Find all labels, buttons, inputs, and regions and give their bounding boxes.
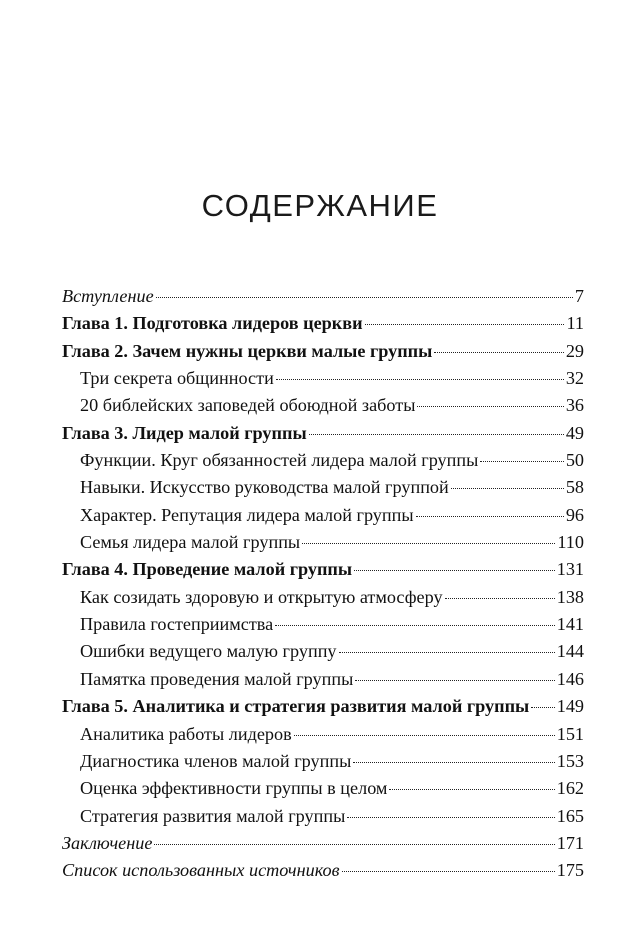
toc-dot-leader: [302, 542, 555, 544]
toc-entry: [62, 283, 584, 310]
toc-entry-label: Памятка проведения малой группы: [80, 668, 354, 689]
toc-entry-page-number: 49: [565, 422, 584, 443]
toc-dot-leader: [531, 706, 554, 708]
toc-entry: [62, 748, 584, 775]
toc-entry-page-number: 162: [556, 778, 584, 799]
toc-entry-label: Глава 3. Лидер малой группы: [62, 422, 307, 443]
toc-dot-leader: [156, 296, 573, 298]
toc-entry-page-number: 7: [574, 286, 584, 306]
toc-entry-page-number: 165: [556, 805, 584, 826]
toc-entry-label: Заключение: [62, 832, 153, 853]
toc-entry-label: Навыки. Искусство руководства малой группой: [80, 477, 449, 498]
toc-entry-label: Глава 2. Зачем нужны церкви малые группы: [62, 340, 433, 361]
toc-entry-label: 20 библейских заповедей обоюдной заботы: [80, 395, 416, 416]
toc-entry-page-number: 175: [556, 860, 584, 881]
toc-entry-label: Список использованных источников: [62, 860, 340, 881]
toc-dot-leader: [451, 487, 564, 489]
toc-dot-leader: [434, 351, 563, 353]
toc-dot-leader: [275, 624, 555, 626]
toc-entry: [62, 830, 584, 857]
toc-entry-page-number: 144: [556, 641, 584, 662]
toc-entry-label: Ошибки ведущего малую группу: [80, 641, 337, 662]
toc-entry-label: Семья лидера малой группы: [80, 532, 301, 553]
toc-entry: [62, 556, 584, 583]
toc-entry-label: Глава 5. Аналитика и стратегия развития малой группы: [62, 696, 530, 717]
toc-entry: [62, 693, 584, 720]
toc-entry-label: Оценка эффективности группы в целом: [80, 778, 388, 799]
toc-entry: [62, 447, 584, 474]
toc-entry-page-number: 131: [556, 559, 584, 580]
toc-dot-leader: [365, 323, 565, 325]
toc-entry-page-number: 32: [565, 368, 584, 389]
table-of-contents: [62, 283, 584, 885]
toc-entry-page-number: 11: [566, 313, 584, 334]
toc-entry: [62, 803, 584, 830]
toc-entry-label: Глава 4. Проведение малой группы: [62, 559, 353, 580]
toc-entry: [62, 392, 584, 419]
toc-dot-leader: [354, 569, 555, 571]
toc-entry-page-number: 96: [565, 504, 584, 525]
toc-entry: [62, 721, 584, 748]
toc-entry-page-number: 171: [556, 832, 584, 853]
toc-dot-leader: [355, 679, 554, 681]
toc-entry-label: Стратегия развития малой группы: [80, 805, 346, 826]
toc-dot-leader: [353, 761, 554, 763]
toc-dot-leader: [154, 843, 554, 845]
toc-entry-page-number: 141: [556, 614, 584, 635]
toc-entry: [62, 666, 584, 693]
toc-entry-label: Функции. Круг обязанностей лидера малой группы: [80, 450, 479, 471]
toc-entry: [62, 365, 584, 392]
toc-entry: [62, 638, 584, 665]
toc-entry-label: Как созидать здоровую и открытую атмосферу: [80, 586, 443, 607]
toc-entry-label: Три секрета общинности: [80, 368, 274, 389]
toc-entry: [62, 420, 584, 447]
toc-entry-label: Аналитика работы лидеров: [80, 723, 292, 744]
toc-entry: [62, 775, 584, 802]
toc-entry: [62, 502, 584, 529]
toc-entry-label: Правила гостеприимства: [80, 614, 274, 635]
toc-entry-page-number: 149: [556, 696, 584, 717]
toc-dot-leader: [445, 597, 555, 599]
toc-entry-page-number: 50: [565, 450, 584, 471]
toc-entry-page-number: 36: [565, 395, 584, 416]
toc-dot-leader: [416, 515, 564, 517]
toc-dot-leader: [480, 460, 563, 462]
toc-entry: [62, 529, 584, 556]
toc-dot-leader: [294, 734, 555, 736]
toc-entry: [62, 611, 584, 638]
toc-entry: [62, 474, 584, 501]
toc-entry-page-number: 151: [556, 723, 584, 744]
toc-entry-page-number: 146: [556, 668, 584, 689]
toc-dot-leader: [339, 651, 555, 653]
toc-entry-page-number: 29: [565, 340, 584, 361]
toc-dot-leader: [342, 870, 555, 872]
toc-dot-leader: [347, 816, 554, 818]
toc-entry-page-number: 110: [557, 532, 584, 553]
toc-entry-page-number: 58: [565, 477, 584, 498]
toc-entry: [62, 857, 584, 884]
toc-entry-label: Характер. Репутация лидера малой группы: [80, 504, 414, 525]
toc-entry: [62, 338, 584, 365]
toc-dot-leader: [309, 433, 564, 435]
toc-dot-leader: [389, 788, 554, 790]
toc-entry-page-number: 138: [556, 586, 584, 607]
toc-entry-label: Вступление: [62, 286, 154, 306]
toc-entry: [62, 584, 584, 611]
page-title: СОДЕРЖАНИЕ: [201, 188, 439, 223]
toc-dot-leader: [417, 405, 563, 407]
toc-entry-page-number: 153: [556, 750, 584, 771]
toc-dot-leader: [276, 378, 564, 380]
toc-entry-label: Диагностика членов малой группы: [80, 750, 352, 771]
toc-entry: [62, 310, 584, 337]
toc-entry-label: Глава 1. Подготовка лидеров церкви: [62, 313, 363, 334]
